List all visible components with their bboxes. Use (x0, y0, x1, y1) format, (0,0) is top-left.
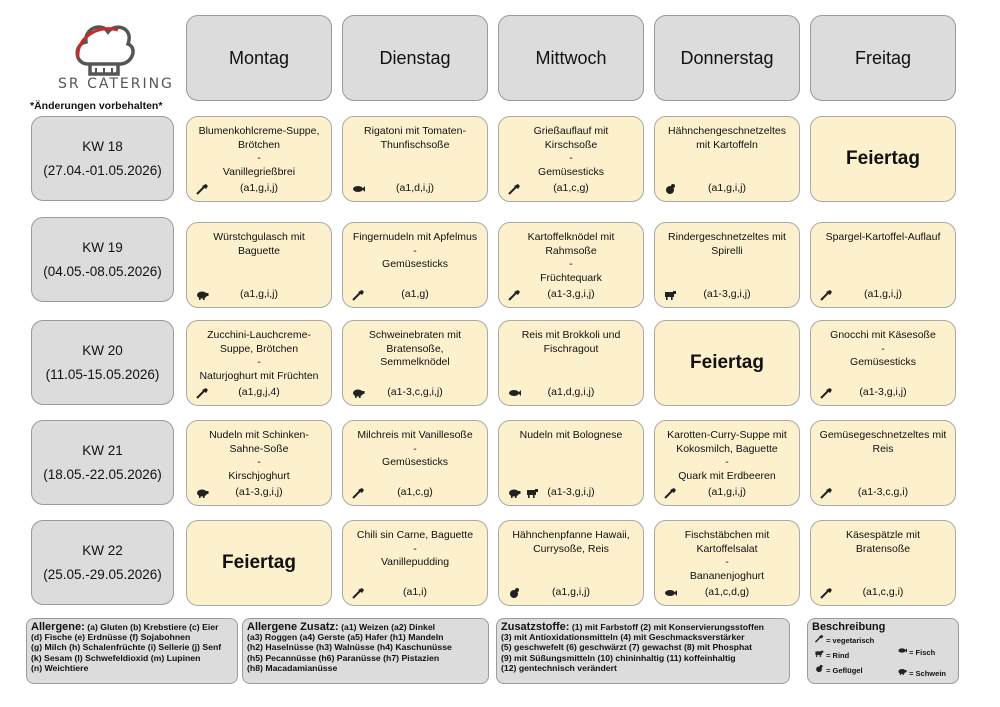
legend-line: (g) Milch (h) Schalenfrüchte (i) Sellerie (j) Senf (31, 642, 222, 653)
pork-icon (897, 667, 907, 676)
meal-side: Vanillegrießbrei (222, 165, 296, 178)
chef-hat-logo-icon (68, 18, 140, 78)
day-header-tuesday: Dienstag (342, 15, 488, 101)
meal-separator: - (257, 356, 261, 368)
meal-name: Chili sin Carne, Baguette (356, 529, 474, 541)
chicken-icon (663, 183, 677, 195)
meal-name: Grießauflauf mit Kirschsoße (533, 125, 609, 151)
vegetarian-icon (819, 289, 833, 301)
pork-icon (507, 487, 521, 499)
meal-separator: - (413, 542, 417, 555)
meal-name: Rigatoni mit Tomaten-Thunfischsoße (364, 125, 466, 151)
meal-separator: - (257, 456, 261, 468)
legend-zusatzstoffe (496, 618, 790, 684)
week-number: KW 19 (82, 239, 123, 255)
meal-cell-kw19-friday (810, 222, 956, 308)
meal-side: Bananenjoghurt (689, 569, 765, 582)
meal-side: Vanillepudding (380, 556, 450, 568)
legend-line: (n) Weichtiere (31, 662, 89, 673)
pork-icon (195, 289, 209, 301)
fish-icon (663, 587, 677, 599)
meal-side: Gemüsesticks (850, 356, 916, 368)
legend-line: (k) Sesam (l) Schwefeldioxid (m) Lupinen (31, 652, 201, 663)
week-box-kw19 (31, 217, 174, 302)
meal-name: Hähnchengeschnetzeltes mit Kartoffeln (668, 125, 786, 151)
meal-allergen-codes: (a1,g,i,j) (240, 181, 278, 194)
meal-allergen-codes: (a1-3,g,i,j) (703, 287, 751, 300)
meal-cell-kw19-thursday (654, 222, 800, 308)
meal-cell-kw18-friday (810, 116, 956, 202)
week-range: (18.05.-22.05.2026) (43, 466, 162, 482)
vegetarian-icon (507, 183, 521, 195)
meal-name: Hähnchenpfanne Hawaii, Currysoße, Reis (512, 529, 630, 555)
meal-cell-kw20-friday (810, 320, 956, 406)
meal-cell-kw22-wednesday (498, 520, 644, 606)
meal-cell-kw22-thursday (654, 520, 800, 606)
meal-name: Nudeln mit Schinken-Sahne-Soße (209, 429, 309, 455)
vegetarian-icon (351, 289, 365, 301)
legend-line: (9) mit Süßungsmitteln (10) chininhaltig (11) koffeinhaltig (501, 652, 736, 663)
pork-icon (351, 387, 365, 399)
meal-cell-kw18-tuesday (342, 116, 488, 202)
vegetarian-icon (507, 289, 521, 301)
legend-beschreibung-title: Beschreibung (812, 621, 886, 633)
week-box-kw21 (31, 420, 174, 505)
meal-name: Fingernudeln mit Apfelmus (352, 231, 478, 243)
meal-allergen-codes: (a1-3,g,i,j) (547, 485, 595, 498)
vegetarian-icon (819, 487, 833, 499)
week-number: KW 21 (82, 442, 123, 458)
meal-allergen-codes: (a1,g,i,j) (708, 485, 746, 498)
legend-beschreibung (807, 618, 959, 684)
meal-name: Spargel-Kartoffel-Auflauf (825, 231, 941, 243)
vegetarian-icon (351, 487, 365, 499)
holiday-label: Feiertag (222, 552, 296, 574)
meal-allergen-codes: (a1,g,i,j) (240, 287, 278, 300)
legend-line: (a) Gluten (b) Krebstiere (c) Eier (87, 622, 219, 632)
meal-separator: - (725, 456, 729, 468)
week-box-kw20 (31, 320, 174, 405)
meal-side: Quark mit Erdbeeren (678, 469, 776, 482)
legend-beef: = Rind (814, 649, 849, 661)
meal-name: Milchreis mit Vanillesoße (357, 429, 473, 441)
meal-cell-kw19-monday (186, 222, 332, 308)
meal-cell-kw21-thursday (654, 420, 800, 506)
legend-line: (h8) Macadamianüsse (247, 662, 338, 673)
week-range: (25.05.-29.05.2026) (43, 566, 162, 582)
meal-cell-kw21-tuesday (342, 420, 488, 506)
meal-cell-kw19-wednesday (498, 222, 644, 308)
day-header-friday: Freitag (810, 15, 956, 101)
legend-line: (d) Fische (e) Erdnüsse (f) Sojabohnen (31, 632, 191, 643)
holiday-label: Feiertag (846, 148, 920, 170)
meal-allergen-codes: (a1-3,c,g,i,j) (387, 385, 443, 398)
meal-side: Naturjoghurt mit Früchten (199, 369, 319, 382)
legend-zusatz-title: Allergene Zusatz: (247, 621, 339, 633)
meal-name: Fischstäbchen mit Kartoffelsalat (684, 529, 770, 555)
meal-name: Rindergeschnetzeltes mit Spirelli (668, 231, 786, 257)
notice-text: *Änderungen vorbehalten* (30, 100, 163, 112)
meal-name: Karotten-Curry-Suppe mit Kokosmilch, Baguette (667, 429, 787, 455)
legend-allergene (26, 618, 238, 684)
meal-cell-kw21-friday (810, 420, 956, 506)
meal-allergen-codes: (a1,g,i,j) (708, 181, 746, 194)
meal-separator: - (725, 556, 729, 568)
meal-allergen-codes: (a1,c,g) (553, 181, 589, 194)
legend-line: (12) gentechnisch verändert (501, 662, 617, 673)
meal-name: Reis mit Brokkoli und Fischragout (521, 329, 621, 355)
beef-icon (814, 649, 824, 658)
legend-chicken: = Geflügel (814, 664, 863, 676)
meal-side: Kirschjoghurt (228, 469, 290, 482)
legend-line: (3) mit Antioxidationsmitteln (4) mit Geschmacksverstärker (501, 632, 745, 643)
meal-cell-kw21-wednesday (498, 420, 644, 506)
day-header-monday: Montag (186, 15, 332, 101)
vegetarian-icon (663, 487, 677, 499)
meal-name: Gemüsegeschnetzeltes mit Reis (819, 429, 947, 455)
meal-cell-kw19-tuesday (342, 222, 488, 308)
meal-side: Gemüsesticks (382, 258, 448, 270)
meal-allergen-codes: (a1,g,j,4) (238, 385, 280, 398)
vegetarian-icon (195, 387, 209, 399)
brand-name: SR CATERING (58, 76, 174, 92)
meal-cell-kw20-monday (186, 320, 332, 406)
meal-name: Nudeln mit Bolognese (519, 429, 623, 441)
meal-separator: - (569, 258, 573, 270)
vegetarian-icon (351, 587, 365, 599)
meal-allergen-codes: (a1-3,c,g,i) (857, 485, 909, 498)
holiday-label: Feiertag (690, 352, 764, 374)
meal-cell-kw20-wednesday (498, 320, 644, 406)
meal-allergen-codes: (a1-3,g,i,j) (235, 485, 283, 498)
week-number: KW 20 (82, 342, 123, 358)
beef-icon (525, 487, 539, 499)
meal-cell-kw22-friday (810, 520, 956, 606)
meal-name: Würstchgulasch mit Baguette (213, 231, 305, 257)
meal-cell-kw21-monday (186, 420, 332, 506)
meal-separator: - (881, 342, 885, 355)
legend-line: (h2) Haselnüsse (h3) Walnüsse (h4) Kaschunüsse (247, 642, 452, 653)
meal-allergen-codes: (a1,g,i,j) (864, 287, 902, 300)
meal-allergen-codes: (a1,d,g,i,j) (547, 385, 595, 398)
fish-icon (351, 183, 365, 195)
meal-cell-kw22-monday (186, 520, 332, 606)
meal-separator: - (569, 152, 573, 164)
fish-icon (507, 387, 521, 399)
legend-line: (h5) Pecannüsse (h6) Paranüsse (h7) Pistazien (247, 652, 440, 663)
meal-cell-kw18-monday (186, 116, 332, 202)
pork-icon (195, 487, 209, 499)
meal-name: Kartoffelknödel mit Rahmsoße (527, 231, 615, 257)
meal-cell-kw22-tuesday (342, 520, 488, 606)
legend-line: (a1) Weizen (a2) Dinkel (341, 622, 436, 632)
meal-allergen-codes: (a1,d,i,j) (396, 181, 434, 194)
week-box-kw18 (31, 116, 174, 201)
meal-allergen-codes: (a1,c,g,i) (862, 585, 904, 598)
meal-allergen-codes: (a1,g,i,j) (552, 585, 590, 598)
legend-line: (1) mit Farbstoff (2) mit Konservierungsstoffen (571, 622, 764, 632)
meal-cell-kw20-tuesday (342, 320, 488, 406)
vegetarian-icon (814, 634, 824, 643)
day-header-wednesday: Mittwoch (498, 15, 644, 101)
meal-side: Gemüsesticks (382, 456, 448, 468)
legend-line: (5) geschwefelt (6) geschwärzt (7) gewachst (8) mit Phosphat (501, 642, 753, 653)
week-box-kw22 (31, 520, 174, 605)
week-number: KW 22 (82, 542, 123, 558)
meal-separator: - (257, 152, 261, 164)
chicken-icon (814, 664, 824, 673)
logo (40, 18, 180, 106)
legend-pork: = Schwein (897, 667, 946, 679)
legend-line: (a3) Roggen (a4) Gerste (a5) Hafer (h1) Mandeln (247, 632, 444, 643)
meal-cell-kw18-wednesday (498, 116, 644, 202)
vegetarian-icon (819, 387, 833, 399)
week-range: (27.04.-01.05.2026) (43, 162, 162, 178)
meal-separator: - (413, 244, 417, 257)
chicken-icon (507, 587, 521, 599)
week-range: (11.05-15.05.2026) (45, 366, 160, 382)
week-number: KW 18 (82, 138, 123, 154)
meal-allergen-codes: (a1,c,d,g) (704, 585, 750, 598)
beef-icon (663, 289, 677, 301)
legend-allergene-zusatz (242, 618, 489, 684)
meal-allergen-codes: (a1,c,g) (397, 485, 433, 498)
vegetarian-icon (195, 183, 209, 195)
week-range: (04.05.-08.05.2026) (43, 263, 162, 279)
legend-zusatzstoffe-title: Zusatzstoffe: (501, 621, 570, 633)
meal-name: Käsespätzle mit Bratensoße (845, 529, 921, 555)
legend-vegetarian: = vegetarisch (814, 634, 874, 646)
meal-side: Gemüsesticks (538, 165, 604, 178)
legend-fish: = Fisch (897, 646, 935, 658)
meal-cell-kw18-thursday (654, 116, 800, 202)
meal-side: Früchtequark (540, 271, 602, 284)
vegetarian-icon (819, 587, 833, 599)
meal-allergen-codes: (a1,g) (401, 287, 429, 300)
fish-icon (897, 646, 907, 655)
meal-allergen-codes: (a1-3,g,i,j) (547, 287, 595, 300)
meal-separator: - (413, 442, 417, 455)
day-header-thursday: Donnerstag (654, 15, 800, 101)
meal-cell-kw20-thursday (654, 320, 800, 406)
legend-allergene-title: Allergene: (31, 621, 85, 633)
meal-name: Schweinebraten mit Bratensoße, Semmelknödel (368, 329, 462, 368)
meal-allergen-codes: (a1-3,g,i,j) (859, 385, 907, 398)
meal-name: Zucchini-Lauchcreme-Suppe, Brötchen (207, 329, 311, 355)
meal-name: Blumenkohlcreme-Suppe, Brötchen (198, 125, 320, 151)
meal-allergen-codes: (a1,i) (403, 585, 427, 598)
meal-name: Gnocchi mit Käsesoße (830, 329, 936, 341)
